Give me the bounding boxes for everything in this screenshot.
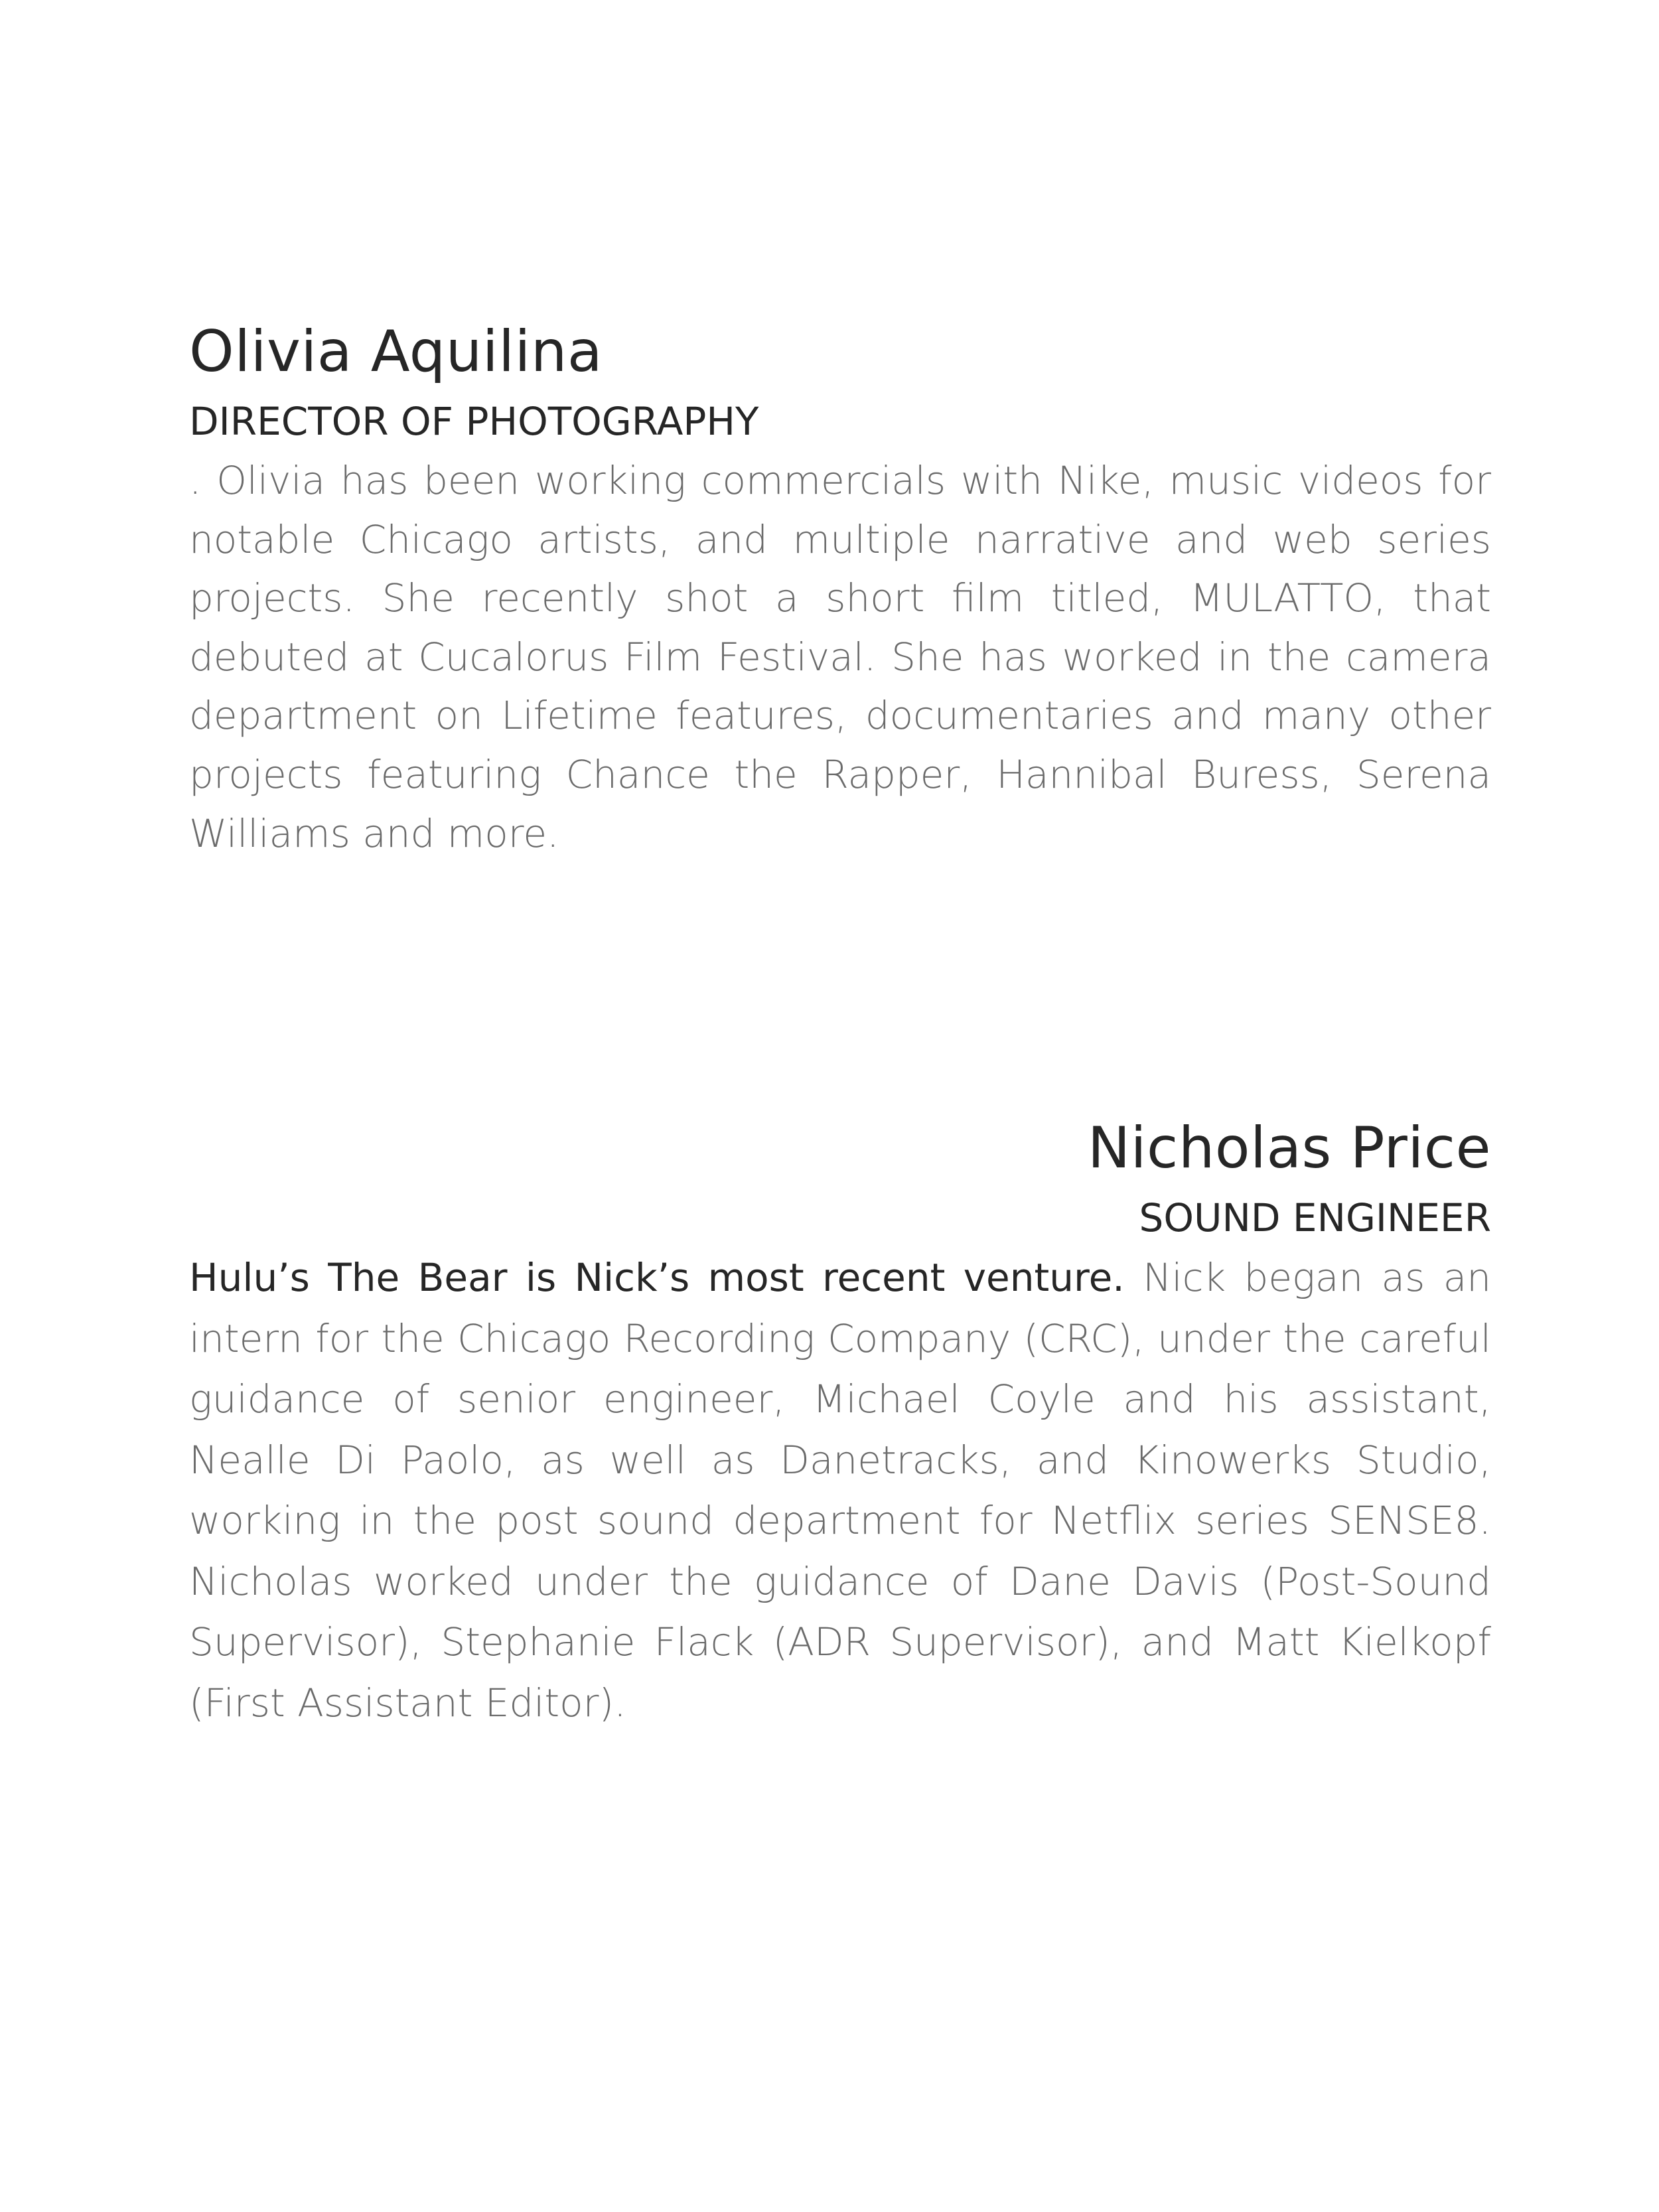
person-bio xyxy=(189,1248,1491,1733)
person-name: Olivia Aquilina xyxy=(189,319,603,385)
person-bio-text: . Olivia has been working commercials with Nike, music videos for notable Chicago artists, and multiple narrative and web series projects. She recently shot a short film titled, MULATTO, that debuted at Cucalorus Film Festival. She has worked in the camera department on Lifetime features, documentaries and many other projects featuring Chance the Rapper, Hannibal Buress, Serena Williams and more. xyxy=(189,458,1491,856)
person-name: Nicholas Price xyxy=(1087,1115,1491,1181)
person-role: DIRECTOR OF PHOTOGRAPHY xyxy=(189,399,759,444)
bio-section-olivia xyxy=(189,312,1491,863)
person-bio xyxy=(189,451,1491,863)
person-role: SOUND ENGINEER xyxy=(1139,1195,1491,1240)
person-bio-text: Nick began as an intern for the Chicago Recording Company (CRC), under the careful guidance of senior engineer, Michael Coyle and his assistant, Nealle Di Paolo, as well as Danetracks, and Kinowerks Studio, working in the post sound department for Netflix series SENSE8. Nicholas worked under the guidance of Dane Davis (Post-Sound Supervisor), Stephanie Flack (ADR Supervisor), and Matt Kielkopf (First Assistant Editor). xyxy=(189,1255,1492,1726)
bio-section-nicholas xyxy=(189,1108,1491,1733)
person-bio-lead: Hulu’s The Bear is Nick’s most recent venture. xyxy=(189,1255,1125,1300)
